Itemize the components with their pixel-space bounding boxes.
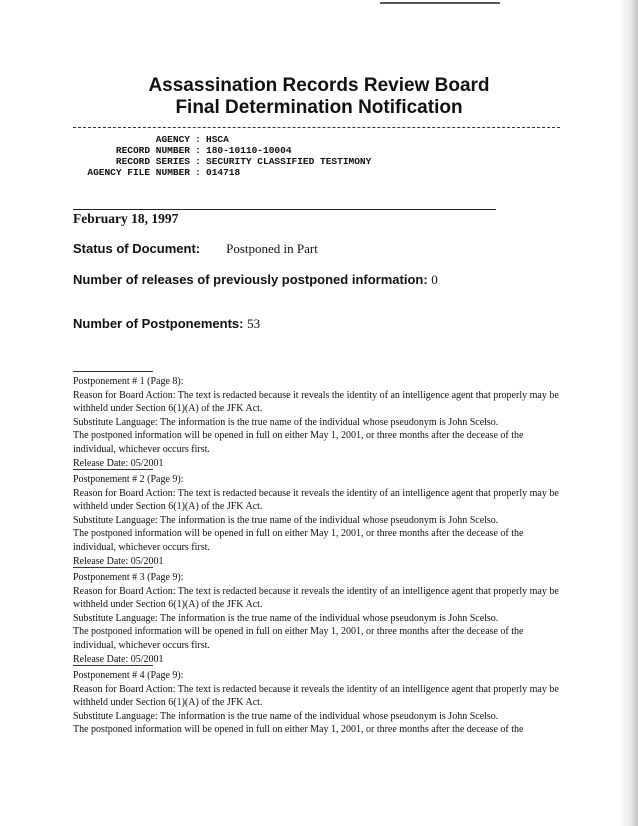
entry-release-date: Release Date: 05/2001 — [73, 653, 164, 665]
postponement-entry — [73, 567, 563, 666]
document-date: February 18, 1997 — [73, 211, 179, 226]
field-value: 180-10110-10004 — [206, 145, 292, 156]
entry-opening: The postponed information will be opened in full on either May 1, 2001, or three months after the decease of the individual, whichever occurs first. — [73, 528, 524, 553]
entry-divider — [73, 567, 153, 568]
entry-heading: Postponement # 1 (Page 8): — [73, 376, 184, 387]
entry-divider — [73, 665, 153, 666]
entry-opening: The postponed information will be opened in full on either May 1, 2001, or three months after the decease of the individual, whichever occurs first. — [73, 430, 524, 455]
entry-reason: Reason for Board Action: The text is redacted because it reveals the identity of an intelligence agent that properly may be withheld under Section 6(1)(A) of the JFK Act. — [73, 585, 559, 611]
postponement-entry — [73, 665, 563, 737]
entry-reason: Reason for Board Action: The text is redacted because it reveals the identity of an intelligence agent that properly may be withheld under Section 6(1)(A) of the JFK Act. — [73, 389, 559, 415]
postponement-entry — [73, 469, 563, 568]
status-of-document — [73, 241, 318, 257]
field-agency-file-number — [70, 167, 371, 178]
entry-heading: Postponement # 3 (Page 9): — [73, 572, 184, 583]
postponement-entry — [73, 371, 563, 470]
field-record-series — [70, 156, 371, 167]
field-value: HSCA — [206, 134, 229, 145]
entry-release-date: Release Date: 05/2001 — [73, 457, 164, 469]
entry-heading: Postponement # 2 (Page 9): — [73, 474, 184, 485]
field-label: RECORD SERIES — [115, 156, 190, 167]
entry-substitute: Substitute Language: The information is the true name of the individual whose pseudonym is John Scelso. — [73, 514, 499, 526]
entry-reason: Reason for Board Action: The text is redacted because it reveals the identity of an intelligence agent that properly may be withheld under Section 6(1)(A) of the JFK Act. — [73, 683, 559, 709]
horizontal-rule — [73, 209, 496, 210]
field-colon: : — [195, 156, 201, 167]
field-value: 014718 — [206, 167, 241, 178]
scan-edge — [618, 0, 638, 826]
field-label: RECORD NUMBER — [115, 145, 190, 156]
field-record-number — [70, 145, 371, 156]
postponements-count — [73, 316, 260, 332]
entry-release-date: Release Date: 05/2001 — [73, 555, 164, 567]
status-label: Status of Document: — [73, 241, 201, 256]
entry-substitute: Substitute Language: The information is the true name of the individual whose pseudonym is John Scelso. — [73, 710, 499, 722]
field-colon: : — [195, 167, 201, 178]
entry-opening: The postponed information will be opened in full on either May 1, 2001, or three months after the decease of the — [73, 724, 524, 736]
document-subtitle: Final Determination Notification — [175, 97, 463, 118]
entry-substitute: Substitute Language: The information is the true name of the individual whose pseudonym is John Scelso. — [73, 416, 499, 428]
field-agency — [70, 134, 371, 145]
releases-value: 0 — [431, 272, 438, 287]
postponements-value: 53 — [247, 316, 261, 331]
entry-divider — [73, 371, 153, 372]
record-fields — [70, 134, 371, 178]
scan-mark — [380, 2, 500, 4]
entry-opening: The postponed information will be opened in full on either May 1, 2001, or three months after the decease of the individual, whichever occurs first. — [73, 626, 524, 651]
field-colon: : — [195, 134, 201, 145]
dashed-divider — [73, 127, 560, 128]
field-value: SECURITY CLASSIFIED TESTIMONY — [206, 156, 372, 167]
entry-substitute: Substitute Language: The information is the true name of the individual whose pseudonym is John Scelso. — [73, 612, 499, 624]
document-title: Assassination Records Review Board — [148, 75, 490, 96]
field-label: AGENCY — [155, 134, 190, 145]
postponements-label: Number of Postponements: — [73, 316, 244, 331]
field-colon: : — [195, 145, 201, 156]
entry-divider — [73, 469, 153, 470]
entry-reason: Reason for Board Action: The text is redacted because it reveals the identity of an intelligence agent that properly may be withheld under Section 6(1)(A) of the JFK Act. — [73, 487, 559, 513]
releases-label: Number of releases of previously postponed information: — [73, 272, 428, 287]
releases-count — [73, 272, 438, 288]
field-label: AGENCY FILE NUMBER — [87, 167, 190, 178]
entry-heading: Postponement # 4 (Page 9): — [73, 670, 184, 681]
status-value: Postponed in Part — [226, 241, 318, 256]
